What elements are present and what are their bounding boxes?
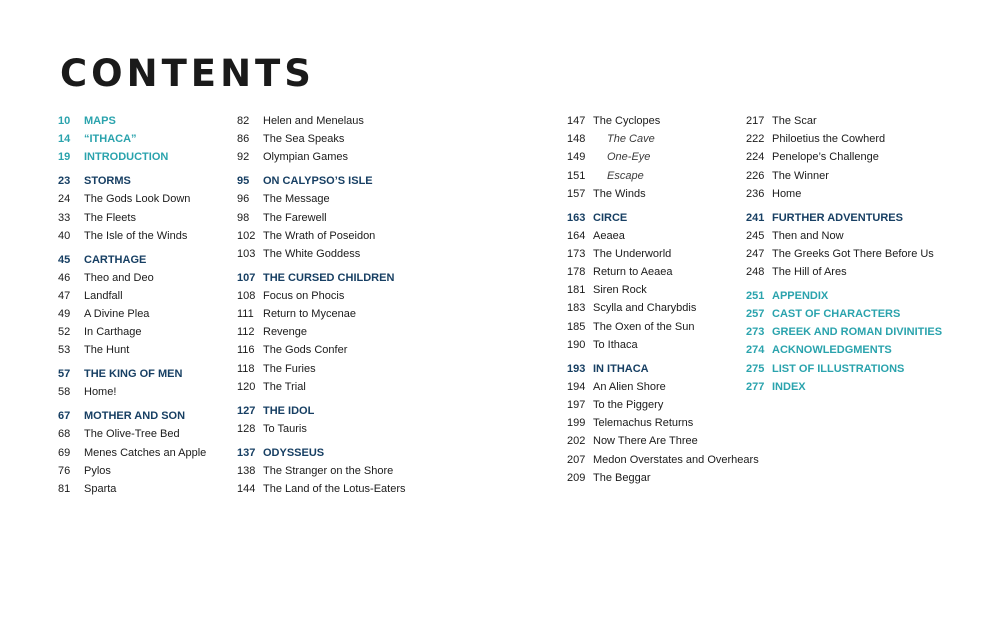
toc-entry-title: Home <box>772 187 802 200</box>
toc-entry-title: The Hill of Ares <box>772 266 847 279</box>
toc-page-number: 49 <box>58 308 71 321</box>
toc-page-number: 102 <box>237 229 256 242</box>
toc-entry-title: The Cave <box>607 133 655 146</box>
toc-page-number: 247 <box>746 247 765 260</box>
toc-page-number: 273 <box>746 326 765 339</box>
toc-page-number: 81 <box>58 482 71 495</box>
toc-entry-title: The Beggar <box>593 471 651 484</box>
toc-page-number: 202 <box>567 435 586 448</box>
toc-page-number: 33 <box>58 211 71 224</box>
toc-page-number: 76 <box>58 464 71 477</box>
toc-entry-title: APPENDIX <box>772 289 829 302</box>
toc-page-number: 95 <box>237 175 250 188</box>
toc-page-number: 111 <box>237 308 254 321</box>
toc-entry-title: Aeaea <box>593 229 625 242</box>
toc-page-number: 148 <box>567 133 586 146</box>
toc-page-number: 199 <box>567 417 586 430</box>
toc-entry-title: IN ITHACA <box>593 362 649 375</box>
toc-page-number: 197 <box>567 399 586 411</box>
toc-page-number: 164 <box>567 229 586 242</box>
toc-page-number: 128 <box>237 422 256 435</box>
toc-page-number: 68 <box>58 428 71 441</box>
toc-entry-title: The Land of the Lotus-Eaters <box>263 482 406 495</box>
toc-entry-title: THE IDOL <box>263 404 315 417</box>
toc-entry-title: Helen and Menelaus <box>263 115 364 127</box>
toc-entry-title: Focus on Phocis <box>263 289 345 302</box>
toc-page-number: 147 <box>567 115 586 127</box>
toc-page-number: 47 <box>58 289 71 302</box>
toc-page-number: 24 <box>58 193 71 206</box>
toc-entry-title: The White Goddess <box>263 247 361 260</box>
toc-entry-title: ODYSSEUS <box>263 446 325 459</box>
toc-page-number: 116 <box>237 344 255 357</box>
toc-entry-title: “ITHACA” <box>84 133 137 146</box>
toc-entry-title: Olympian Games <box>263 151 348 164</box>
toc-entry-title: Pylos <box>84 464 111 477</box>
toc-page-number: 178 <box>567 266 586 279</box>
toc-entry-title: ACKNOWLEDGMENTS <box>772 344 892 357</box>
toc-page-number: 226 <box>746 169 765 182</box>
toc-entry-title: STORMS <box>84 175 131 188</box>
toc-page-number: 151 <box>567 169 586 182</box>
toc-page-number: 277 <box>746 380 765 393</box>
toc-page-number: 137 <box>237 446 256 459</box>
toc-entry-title: The Winds <box>593 187 646 200</box>
toc-entry-title: Landfall <box>84 289 123 302</box>
toc-page-number: 98 <box>237 211 250 224</box>
toc-page-number: 45 <box>58 253 71 266</box>
toc-entry-title: One-Eye <box>607 151 651 164</box>
toc-page-number: 149 <box>567 151 586 164</box>
toc-entry-title: THE CURSED CHILDREN <box>263 271 395 284</box>
toc-entry-title: The Message <box>263 193 330 206</box>
toc-page-number: 190 <box>567 338 586 351</box>
toc-page-number: 241 <box>746 211 765 224</box>
toc-page-number: 194 <box>567 380 586 393</box>
toc-entry-title: Revenge <box>263 326 308 339</box>
toc-entry-title: Sparta <box>84 482 117 495</box>
toc-entry-title: To Ithaca <box>593 338 638 351</box>
toc-entry-title: The Gods Confer <box>263 344 348 357</box>
toc-page-number: 58 <box>58 386 71 399</box>
toc-entry-title: MAPS <box>84 115 116 127</box>
toc-page-number: 127 <box>237 404 256 417</box>
page-title: CONTENTS <box>60 52 315 95</box>
toc-entry-title: The Gods Look Down <box>84 193 191 206</box>
toc-page-number: 248 <box>746 266 765 279</box>
toc-entry-title: ON CALYPSO’S ISLE <box>263 175 373 188</box>
toc-entry-title: The Greeks Got There Before Us <box>772 247 934 260</box>
toc-page-number: 23 <box>58 175 71 188</box>
toc-page-number: 108 <box>237 289 256 302</box>
toc-entry-title: Penelope’s Challenge <box>772 151 879 164</box>
toc-page-number: 236 <box>746 187 765 200</box>
toc-entry-title: FURTHER ADVENTURES <box>772 211 903 224</box>
toc-entry-title: Telemachus Returns <box>593 417 694 430</box>
toc-page-number: 53 <box>58 344 71 357</box>
toc-page-number: 67 <box>58 410 71 423</box>
toc-page-number: 14 <box>58 133 71 146</box>
toc-page-number: 185 <box>567 320 586 333</box>
toc-page-number: 251 <box>746 289 765 302</box>
toc-page-number: 57 <box>58 368 71 381</box>
toc-entry-title: The Hunt <box>84 344 130 357</box>
toc-page-number: 10 <box>58 115 71 127</box>
toc-entry-title: The Fleets <box>84 211 136 224</box>
toc-page-number: 69 <box>58 446 71 459</box>
toc-entry-title: MOTHER AND SON <box>84 410 186 423</box>
toc-entry-title: The Farewell <box>263 211 327 224</box>
toc-entry-title: Escape <box>607 169 644 182</box>
toc-page-number: 183 <box>567 302 586 315</box>
toc-entry-title: Now There Are Three <box>593 435 698 448</box>
toc-page-number: 40 <box>58 229 71 242</box>
toc-page-number: 173 <box>567 247 586 260</box>
toc-entry-title: The Sea Speaks <box>263 133 345 146</box>
toc-page-number: 209 <box>567 471 586 484</box>
toc-page-number: 274 <box>746 344 765 357</box>
toc-entry-title: Medon Overstates and Overhears <box>593 453 759 466</box>
toc-entry-title: Siren Rock <box>593 284 647 297</box>
toc-entry-title: An Alien Shore <box>593 380 666 393</box>
toc-entry-title: GREEK AND ROMAN DIVINITIES <box>772 326 943 339</box>
toc-page-number: 19 <box>58 151 71 164</box>
toc-entry-title: The Oxen of the Sun <box>593 320 695 333</box>
toc-entry-title: Menes Catches an Apple <box>84 446 207 459</box>
toc-entry-title: LIST OF ILLUSTRATIONS <box>772 362 905 375</box>
toc-page-number: 96 <box>237 193 250 206</box>
toc-entry-title: CIRCE <box>593 211 628 224</box>
toc-page-number: 207 <box>567 453 586 466</box>
toc-entry-title: Home! <box>84 386 117 399</box>
toc-entry-title: The Olive-Tree Bed <box>84 428 180 441</box>
toc-page-number: 157 <box>567 187 586 200</box>
toc-entry-title: A Divine Plea <box>84 308 150 321</box>
toc-page-number: 257 <box>746 308 765 321</box>
toc-page-number: 82 <box>237 115 250 127</box>
toc-page-number: 222 <box>746 133 765 146</box>
toc-page-number: 86 <box>237 133 250 146</box>
toc-page-number: 103 <box>237 247 256 260</box>
toc-entry-title: The Isle of the Winds <box>84 229 188 242</box>
toc-entry-title: Theo and Deo <box>84 271 154 284</box>
toc-entry-title: The Furies <box>263 362 316 375</box>
toc-entry-title: INTRODUCTION <box>84 151 169 164</box>
toc-page-number: 112 <box>237 326 255 339</box>
toc-entry-title: To the Piggery <box>593 399 664 411</box>
toc-entry-title: The Trial <box>263 380 306 393</box>
toc-entry-title: The Underworld <box>593 247 672 260</box>
toc-page-number: 181 <box>567 284 586 297</box>
toc-entry-title: The Cyclopes <box>593 115 661 127</box>
toc-entry-title: CARTHAGE <box>84 253 147 266</box>
toc-entry-title: THE KING OF MEN <box>84 368 183 381</box>
toc-page-number: 224 <box>746 151 765 164</box>
toc-entry-title: INDEX <box>772 380 806 393</box>
toc-entry-title: The Stranger on the Shore <box>263 464 394 477</box>
toc-entry-title: Return to Aeaea <box>593 266 673 279</box>
toc-entry-title: Then and Now <box>772 229 844 242</box>
toc-entry-title: The Scar <box>772 115 817 127</box>
toc-entry-title: CAST OF CHARACTERS <box>772 308 901 321</box>
toc-entry-title: Return to Mycenae <box>263 308 356 321</box>
toc-page-number: 52 <box>58 326 71 339</box>
toc-page-number: 118 <box>237 362 255 375</box>
toc-page-number: 92 <box>237 151 250 164</box>
toc-entry-title: The Winner <box>772 169 829 182</box>
toc-entry-title: Scylla and Charybdis <box>593 302 697 315</box>
toc-entry-title: Philoetius the Cowherd <box>772 133 886 146</box>
toc-page-number: 138 <box>237 464 256 477</box>
toc-entry-title: To Tauris <box>263 422 307 435</box>
toc-page-number: 46 <box>58 271 71 284</box>
toc-page-number: 275 <box>746 362 765 375</box>
toc-page-number: 163 <box>567 211 586 224</box>
toc-page-number: 193 <box>567 362 586 375</box>
toc-entry-title: In Carthage <box>84 326 142 339</box>
toc-page-number: 107 <box>237 271 256 284</box>
toc-page-number: 217 <box>746 115 765 127</box>
toc-page-number: 120 <box>237 380 256 393</box>
toc-page-number: 144 <box>237 482 256 495</box>
toc-page-number: 245 <box>746 229 765 242</box>
toc-entry-title: The Wrath of Poseidon <box>263 229 376 242</box>
